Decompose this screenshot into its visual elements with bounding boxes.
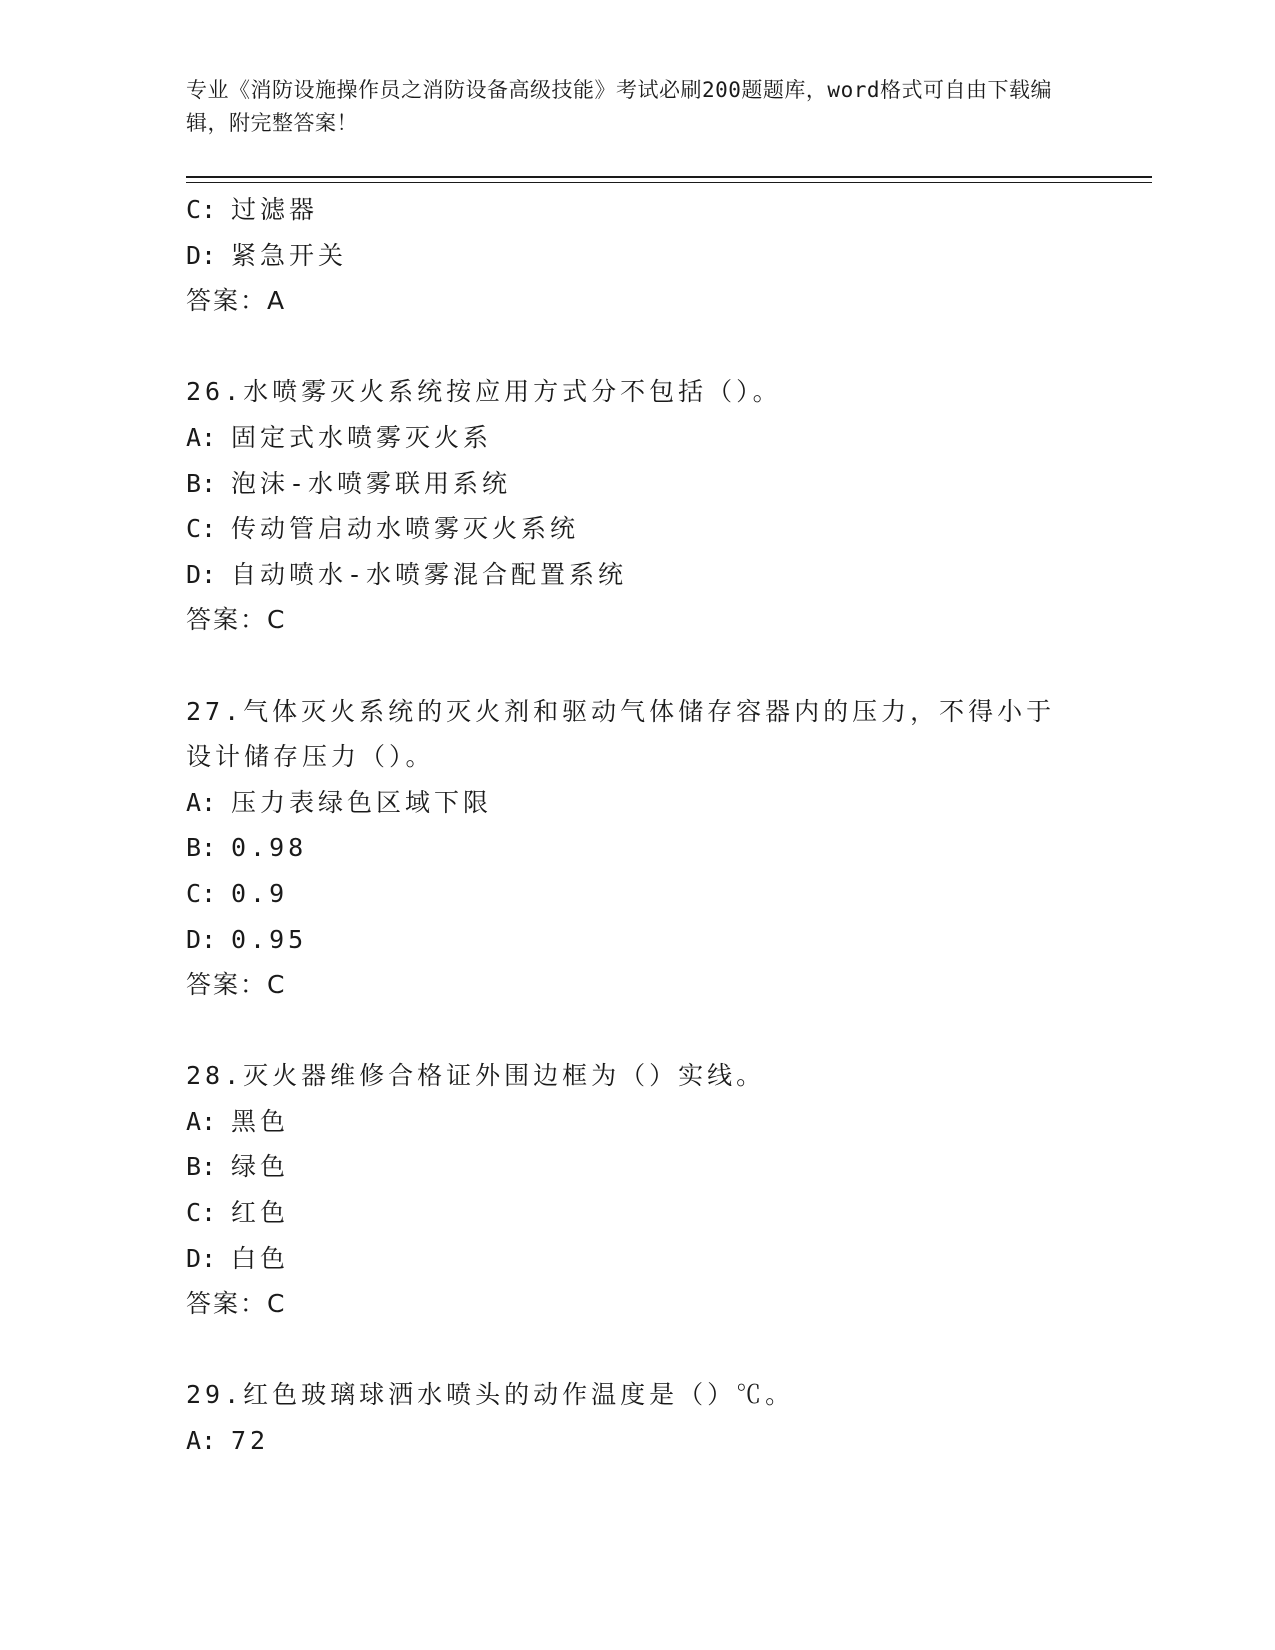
header-divider-thick xyxy=(186,176,1152,178)
option-label: A: xyxy=(186,1106,217,1136)
option-label: D: xyxy=(186,240,217,270)
option-text: 自动喷水-水喷雾混合配置系统 xyxy=(231,559,628,589)
option-label: B: xyxy=(186,833,217,863)
document-header: 专业《消防设施操作员之消防设备高级技能》考试必刷200题题库，word格式可自由下载编辑，附完整答案！ xyxy=(186,78,1052,135)
option-label: A: xyxy=(186,787,217,817)
answer-line: 答案：C xyxy=(186,970,287,1000)
question-stem: 27.气体灭火系统的灭火剂和驱动气体储存容器内的压力，不得小于设计储存压力（）。 xyxy=(186,696,1056,772)
spacer xyxy=(186,1008,1086,1054)
option-d xyxy=(186,233,1086,279)
option-label: C: xyxy=(186,1198,217,1228)
option-text: 72 xyxy=(231,1426,270,1456)
option-c xyxy=(186,871,1086,917)
option-a xyxy=(186,1418,1086,1464)
option-label: C: xyxy=(186,195,217,224)
option-a xyxy=(186,415,1086,461)
option-label: A: xyxy=(186,1426,217,1456)
option-text: 传动管启动水喷雾灭火系统 xyxy=(231,514,580,544)
option-d xyxy=(186,1236,1086,1282)
option-label: B: xyxy=(186,1152,217,1182)
option-a xyxy=(186,1099,1086,1145)
option-text: 0.95 xyxy=(231,924,308,954)
question-list xyxy=(186,187,1086,1464)
option-text: 黑色 xyxy=(231,1106,290,1136)
option-d xyxy=(186,917,1086,963)
option-label: D: xyxy=(186,924,217,954)
answer-line: 答案：A xyxy=(186,286,287,316)
option-d xyxy=(186,552,1086,598)
answer-line: 答案：C xyxy=(186,1289,287,1319)
option-text: 压力表绿色区域下限 xyxy=(231,787,493,817)
option-c xyxy=(186,506,1086,552)
option-label: A: xyxy=(186,422,217,452)
option-text: 红色 xyxy=(231,1198,290,1228)
spacer xyxy=(186,643,1086,689)
option-label: D: xyxy=(186,559,217,589)
spacer xyxy=(186,324,1086,370)
option-c xyxy=(186,1190,1086,1236)
option-text: 绿色 xyxy=(231,1152,290,1182)
option-label: D: xyxy=(186,1243,217,1273)
option-text: 固定式水喷雾灭火系 xyxy=(231,422,493,452)
option-b xyxy=(186,1144,1086,1190)
question-stem: 29.红色玻璃球洒水喷头的动作温度是（）℃。 xyxy=(186,1380,795,1410)
header-divider-thin xyxy=(186,182,1152,183)
option-text: 过滤器 xyxy=(231,195,319,224)
option-label: B: xyxy=(186,468,217,498)
option-text: 泡沫-水喷雾联用系统 xyxy=(231,468,512,498)
option-text: 0.9 xyxy=(231,878,289,908)
option-label: C: xyxy=(186,514,217,544)
option-b xyxy=(186,461,1086,507)
option-label: C: xyxy=(186,878,217,908)
option-a xyxy=(186,780,1086,826)
option-text: 紧急开关 xyxy=(231,240,348,270)
question-stem: 26.水喷雾灭火系统按应用方式分不包括（）。 xyxy=(186,377,782,407)
option-c xyxy=(186,187,1086,233)
question-stem: 28.灭火器维修合格证外围边框为（）实线。 xyxy=(186,1061,766,1091)
spacer xyxy=(186,1327,1086,1373)
option-text: 白色 xyxy=(231,1243,290,1273)
option-b xyxy=(186,825,1086,871)
answer-line: 答案：C xyxy=(186,605,287,635)
option-text: 0.98 xyxy=(231,833,308,863)
